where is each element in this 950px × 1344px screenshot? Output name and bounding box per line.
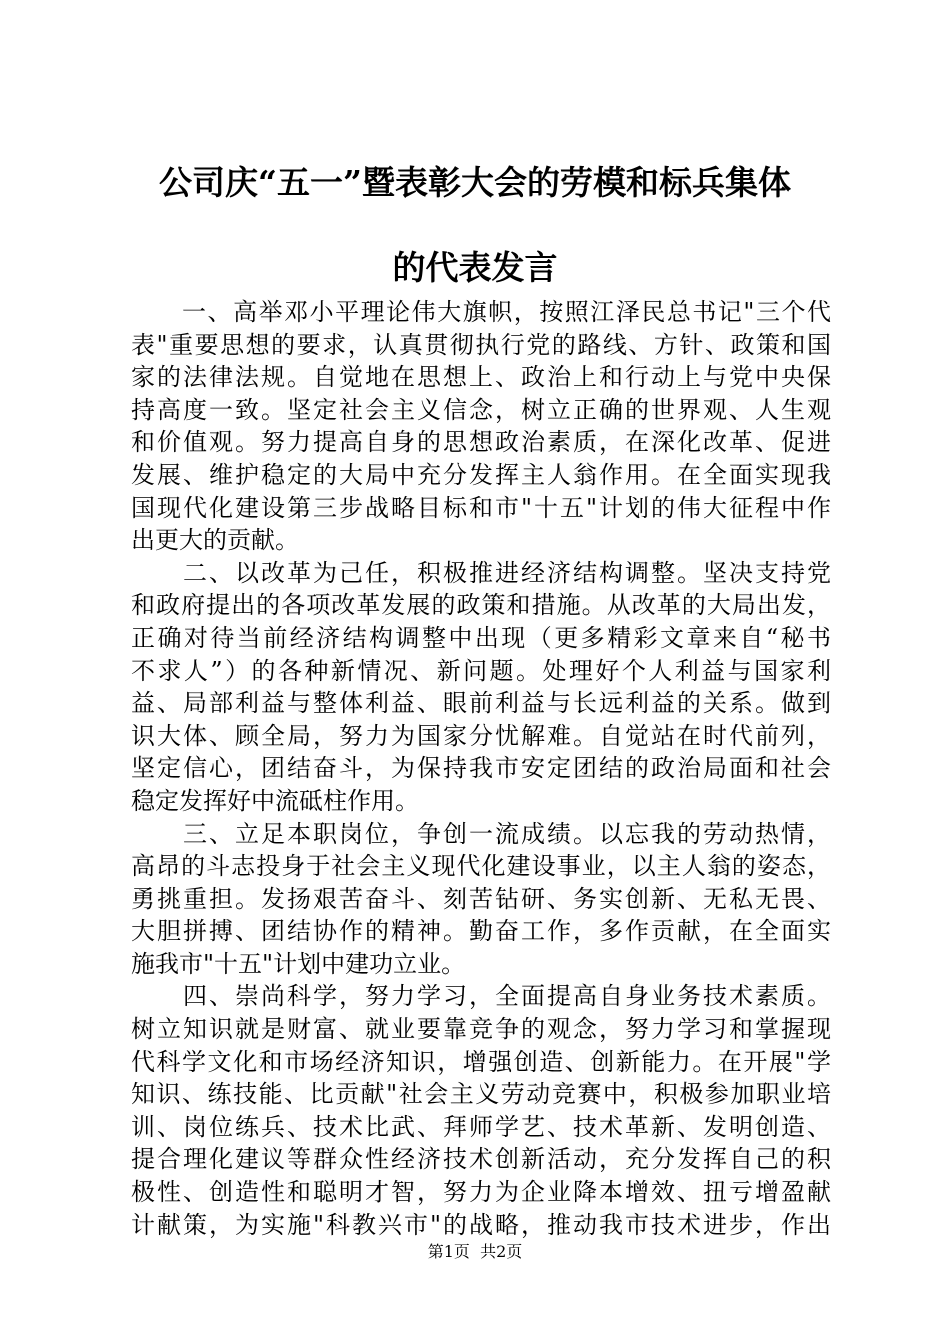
body-line: 高昂的斗志投身于社会主义现代化建设事业，以主人翁的姿态， <box>131 852 831 881</box>
body-line: 知识、练技能、比贡献"社会主义劳动竞赛中，积极参加职业培 <box>131 1080 831 1109</box>
body-line: 表"重要思想的要求，认真贯彻执行党的路线、方针、政策和国 <box>131 330 831 359</box>
body-line: 识大体、顾全局，努力为国家分忧解难。自觉站在时代前列， <box>131 721 831 750</box>
body-line: 四、崇尚科学，努力学习，全面提高自身业务技术素质。 <box>131 982 831 1011</box>
body-line: 勇挑重担。发扬艰苦奋斗、刻苦钻研、务实创新、无私无畏、 <box>131 884 831 913</box>
body-line: 益、局部利益与整体利益、眼前利益与长远利益的关系。做到 <box>131 689 831 718</box>
body-line: 稳定发挥好中流砥柱作用。 <box>131 786 419 815</box>
body-line: 家的法律法规。自觉地在思想上、政治上和行动上与党中央保 <box>131 363 831 392</box>
body-line: 和政府提出的各项改革发展的政策和措施。从改革的大局出发， <box>131 591 831 620</box>
body-line: 施我市"十五"计划中建功立业。 <box>131 949 466 978</box>
document-title-continued: 的代表发言 <box>392 248 558 287</box>
body-line: 提合理化建议等群众性经济技术创新活动，充分发挥自己的积 <box>131 1145 831 1174</box>
body-line: 出更大的贡献。 <box>131 526 299 555</box>
body-line: 正确对待当前经济结构调整中出现（更多精彩文章来自“秘书 <box>131 623 831 652</box>
document-title: 公司庆“五一”暨表彰大会的劳模和标兵集体 <box>159 163 791 202</box>
body-line: 训、岗位练兵、技术比武、拜师学艺、技术革新、发明创造、 <box>131 1112 831 1141</box>
body-line: 和价值观。努力提高自身的思想政治素质，在深化改革、促进 <box>131 428 831 457</box>
page-number-footer: 第1页 共2页 <box>427 1242 523 1261</box>
body-line: 代科学文化和市场经济知识，增强创造、创新能力。在开展"学 <box>131 1047 831 1076</box>
body-line: 一、高举邓小平理论伟大旗帜，按照江泽民总书记"三个代 <box>131 298 831 326</box>
body-line: 三、立足本职岗位，争创一流成绩。以忘我的劳动热情， <box>131 819 831 848</box>
body-line: 树立知识就是财富、就业要靠竞争的观念，努力学习和掌握现 <box>131 1015 831 1044</box>
document-body <box>131 296 831 1241</box>
body-line: 二、以改革为己任，积极推进经济结构调整。坚决支持党 <box>131 558 831 587</box>
body-line: 持高度一致。坚定社会主义信念，树立正确的世界观、人生观 <box>131 395 831 424</box>
body-line: 极性、创造性和聪明才智，努力为企业降本增效、扭亏增盈献 <box>131 1178 831 1207</box>
body-line: 发展、维护稳定的大局中充分发挥主人翁作用。在全面实现我 <box>131 460 831 489</box>
body-line: 计献策，为实施"科教兴市"的战略，推动我市技术进步，作出 <box>131 1210 831 1239</box>
body-line: 大胆拼搏、团结协作的精神。勤奋工作，多作贡献，在全面实 <box>131 917 831 946</box>
body-line: 国现代化建设第三步战略目标和市"十五"计划的伟大征程中作 <box>131 493 831 522</box>
body-line: 不求人”）的各种新情况、新问题。处理好个人利益与国家利 <box>131 656 831 685</box>
body-line: 坚定信心，团结奋斗，为保持我市安定团结的政治局面和社会 <box>131 754 831 783</box>
